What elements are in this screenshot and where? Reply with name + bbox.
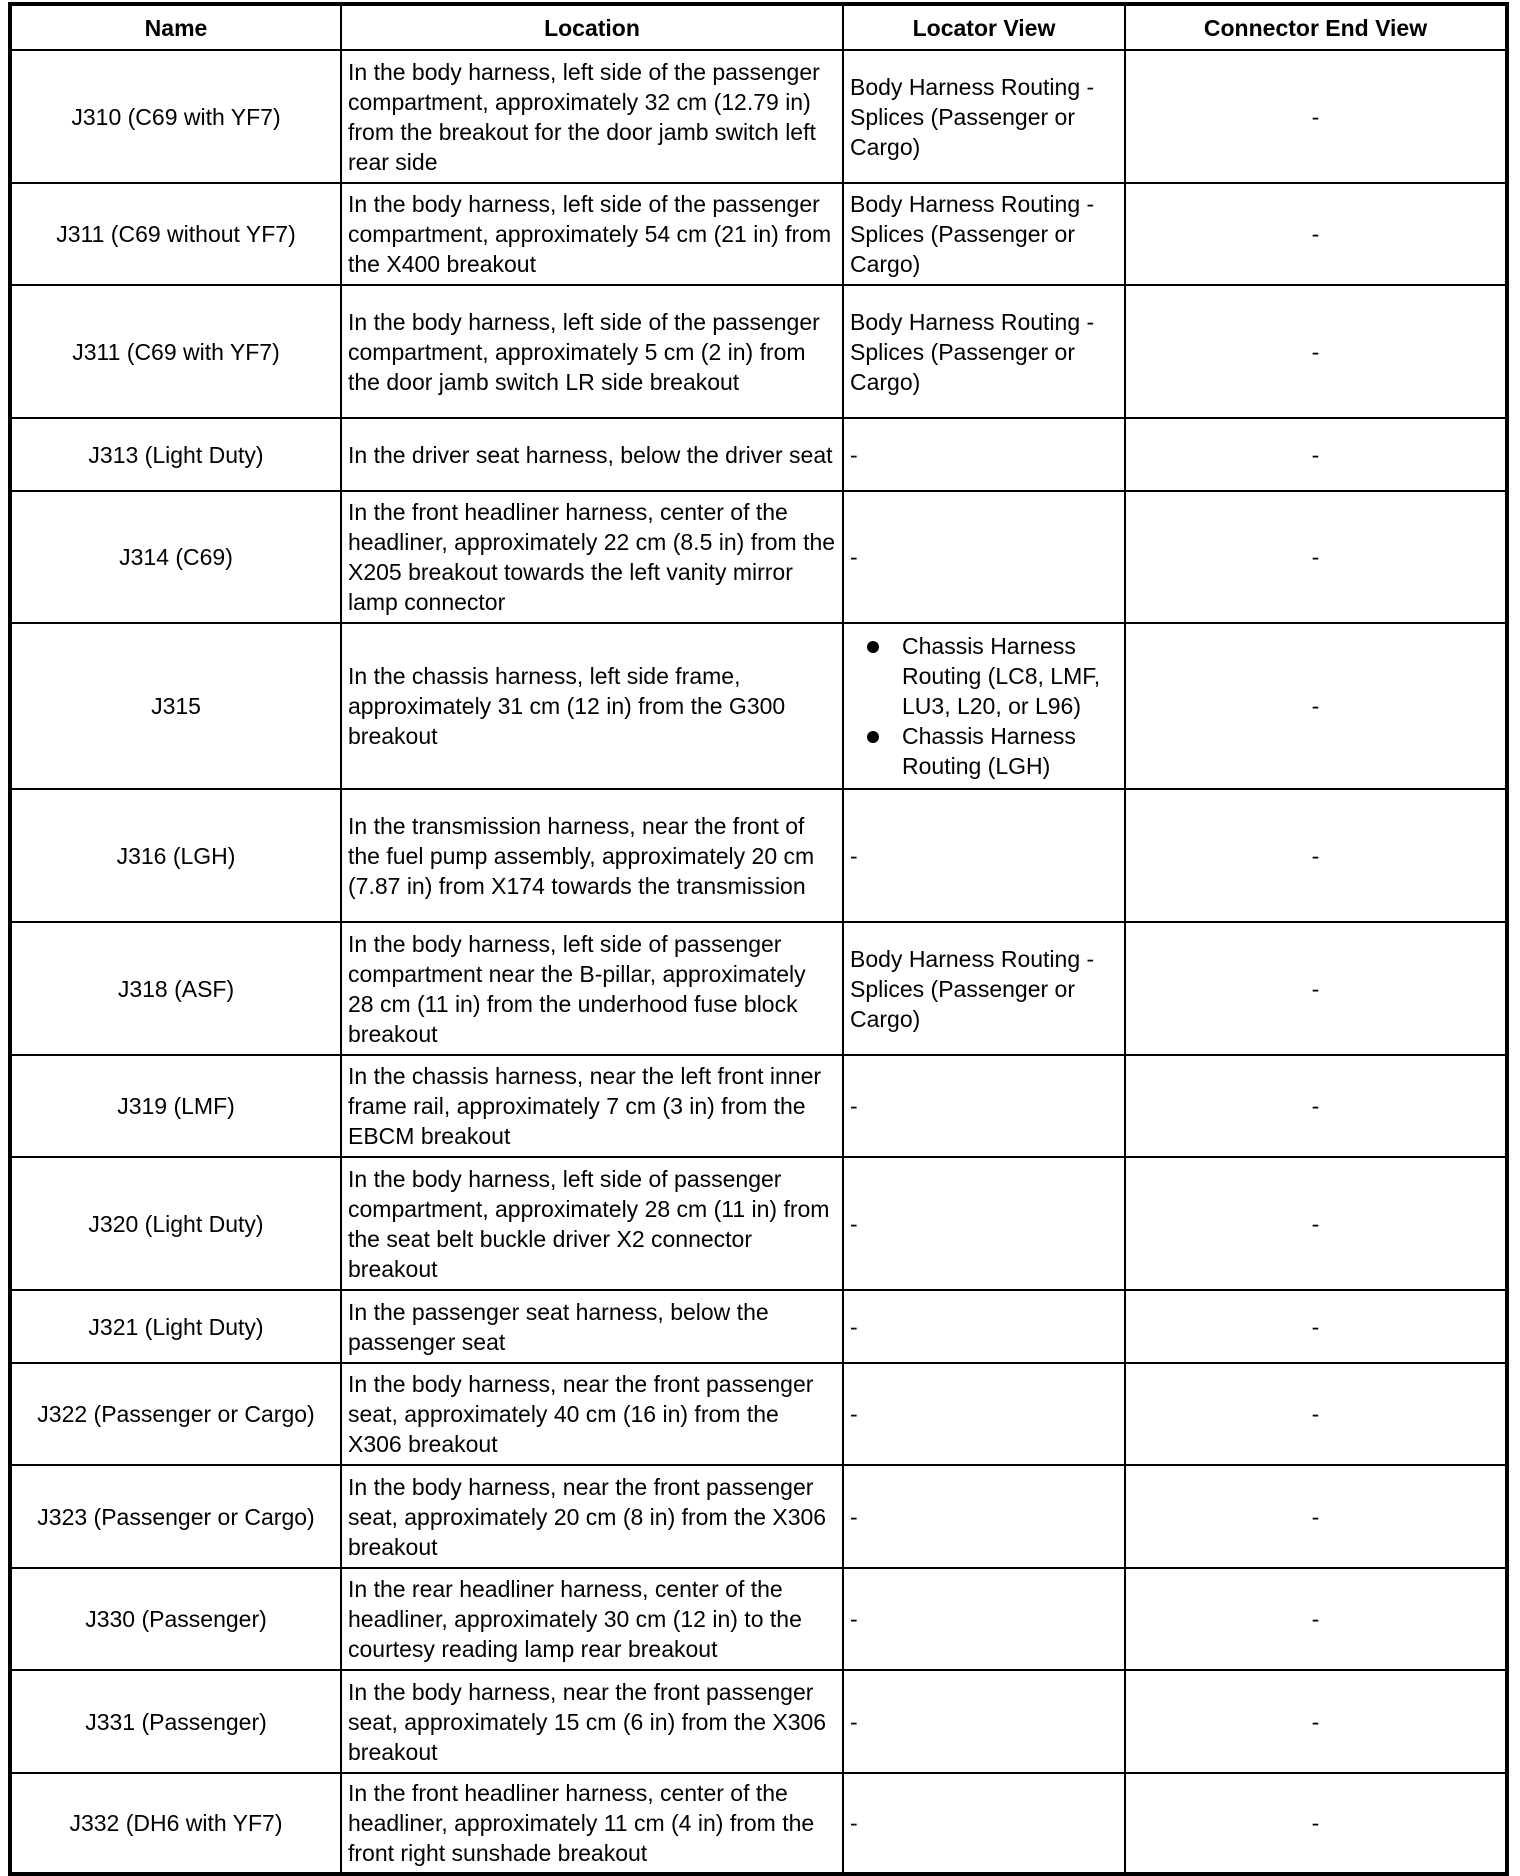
header-locator-view: Locator View: [843, 4, 1125, 50]
cell-name: J310 (C69 with YF7): [10, 50, 341, 183]
cell-locator-view-link[interactable]: Body Harness Routing - Splices (Passenger or Cargo): [843, 285, 1125, 418]
cell-connector-end-view: -: [1125, 50, 1507, 183]
cell-location: In the driver seat harness, below the driver seat: [341, 418, 843, 491]
table-row: [10, 50, 1507, 183]
cell-locator-view: -: [843, 1363, 1125, 1465]
cell-location: In the passenger seat harness, below the passenger seat: [341, 1290, 843, 1363]
table-row: [10, 1363, 1507, 1465]
cell-connector-end-view: -: [1125, 623, 1507, 789]
cell-name: J332 (DH6 with YF7): [10, 1773, 341, 1874]
cell-connector-end-view: -: [1125, 285, 1507, 418]
cell-name: J316 (LGH): [10, 789, 341, 922]
cell-locator-view-link[interactable]: Body Harness Routing - Splices (Passenger or Cargo): [843, 922, 1125, 1055]
cell-name: J313 (Light Duty): [10, 418, 341, 491]
cell-locator-view: -: [843, 789, 1125, 922]
table-row: [10, 491, 1507, 623]
cell-location: In the front headliner harness, center of the headliner, approximately 22 cm (8.5 in) from the X205 breakout towards the left vanity mirror lamp connector: [341, 491, 843, 623]
cell-connector-end-view: -: [1125, 1670, 1507, 1773]
cell-connector-end-view: -: [1125, 491, 1507, 623]
cell-name: J314 (C69): [10, 491, 341, 623]
cell-connector-end-view: -: [1125, 1157, 1507, 1290]
table-row: [10, 1055, 1507, 1157]
cell-locator-view: -: [843, 1290, 1125, 1363]
header-connector-end-view: Connector End View: [1125, 4, 1507, 50]
table-row: [10, 922, 1507, 1055]
cell-name: J323 (Passenger or Cargo): [10, 1465, 341, 1568]
cell-locator-view: -: [843, 491, 1125, 623]
locator-view-link[interactable]: Chassis Harness Routing (LGH): [902, 721, 1118, 781]
cell-connector-end-view: -: [1125, 418, 1507, 491]
cell-locator-view: -: [843, 1773, 1125, 1874]
cell-location: In the transmission harness, near the front of the fuel pump assembly, approximately 20 cm (7.87 in) from X174 towards the transmission: [341, 789, 843, 922]
cell-locator-view-link[interactable]: Body Harness Routing - Splices (Passenger or Cargo): [843, 50, 1125, 183]
cell-locator-view: [843, 623, 1125, 789]
table-row: [10, 789, 1507, 922]
locator-view-link[interactable]: Chassis Harness Routing (LC8, LMF, LU3, L20, or L96): [902, 631, 1118, 721]
cell-location: In the body harness, left side of passenger compartment, approximately 28 cm (11 in) from the seat belt buckle driver X2 connector breakout: [341, 1157, 843, 1290]
cell-location: In the body harness, near the front passenger seat, approximately 40 cm (16 in) from the X306 breakout: [341, 1363, 843, 1465]
cell-location: In the body harness, near the front passenger seat, approximately 15 cm (6 in) from the X306 breakout: [341, 1670, 843, 1773]
cell-name: J319 (LMF): [10, 1055, 341, 1157]
cell-location: In the body harness, left side of the passenger compartment, approximately 54 cm (21 in) from the X400 breakout: [341, 183, 843, 285]
table-row: [10, 1773, 1507, 1874]
header-location: Location: [341, 4, 843, 50]
cell-name: J315: [10, 623, 341, 789]
cell-name: J318 (ASF): [10, 922, 341, 1055]
cell-name: J320 (Light Duty): [10, 1157, 341, 1290]
cell-location: In the body harness, left side of the passenger compartment, approximately 32 cm (12.79 in) from the breakout for the door jamb switch left rear side: [341, 50, 843, 183]
table-row: [10, 1465, 1507, 1568]
cell-connector-end-view: -: [1125, 1290, 1507, 1363]
cell-location: In the front headliner harness, center of the headliner, approximately 11 cm (4 in) from the front right sunshade breakout: [341, 1773, 843, 1874]
cell-locator-view: -: [843, 1055, 1125, 1157]
table-row: [10, 1670, 1507, 1773]
cell-location: In the rear headliner harness, center of the headliner, approximately 30 cm (12 in) to the courtesy reading lamp rear breakout: [341, 1568, 843, 1670]
cell-connector-end-view: -: [1125, 1055, 1507, 1157]
cell-locator-view: -: [843, 1670, 1125, 1773]
cell-location: In the chassis harness, near the left front inner frame rail, approximately 7 cm (3 in) from the EBCM breakout: [341, 1055, 843, 1157]
header-name: Name: [10, 4, 341, 50]
table-row: [10, 418, 1507, 491]
cell-locator-view: -: [843, 1568, 1125, 1670]
cell-name: J311 (C69 without YF7): [10, 183, 341, 285]
cell-connector-end-view: -: [1125, 1773, 1507, 1874]
cell-locator-view: -: [843, 418, 1125, 491]
cell-name: J331 (Passenger): [10, 1670, 341, 1773]
table-row: [10, 1157, 1507, 1290]
cell-connector-end-view: -: [1125, 1363, 1507, 1465]
table-row: [10, 1568, 1507, 1670]
cell-name: J321 (Light Duty): [10, 1290, 341, 1363]
table-row: [10, 285, 1507, 418]
cell-name: J330 (Passenger): [10, 1568, 341, 1670]
cell-connector-end-view: -: [1125, 789, 1507, 922]
cell-locator-view: -: [843, 1157, 1125, 1290]
cell-locator-view: -: [843, 1465, 1125, 1568]
cell-connector-end-view: -: [1125, 183, 1507, 285]
splice-locations-table: [8, 2, 1509, 1876]
cell-location: In the body harness, left side of passenger compartment near the B-pillar, approximately 28 cm (11 in) from the underhood fuse block breakout: [341, 922, 843, 1055]
cell-location: In the body harness, near the front passenger seat, approximately 20 cm (8 in) from the X306 breakout: [341, 1465, 843, 1568]
table-row: [10, 183, 1507, 285]
table-row: [10, 623, 1507, 789]
cell-connector-end-view: -: [1125, 1568, 1507, 1670]
cell-location: In the chassis harness, left side frame, approximately 31 cm (12 in) from the G300 breakout: [341, 623, 843, 789]
cell-locator-view-link[interactable]: Body Harness Routing - Splices (Passenger or Cargo): [843, 183, 1125, 285]
cell-location: In the body harness, left side of the passenger compartment, approximately 5 cm (2 in) from the door jamb switch LR side breakout: [341, 285, 843, 418]
cell-name: J322 (Passenger or Cargo): [10, 1363, 341, 1465]
table-row: [10, 1290, 1507, 1363]
cell-connector-end-view: -: [1125, 922, 1507, 1055]
header-row: [10, 4, 1507, 50]
locator-view-list: [850, 631, 1118, 781]
cell-connector-end-view: -: [1125, 1465, 1507, 1568]
cell-name: J311 (C69 with YF7): [10, 285, 341, 418]
